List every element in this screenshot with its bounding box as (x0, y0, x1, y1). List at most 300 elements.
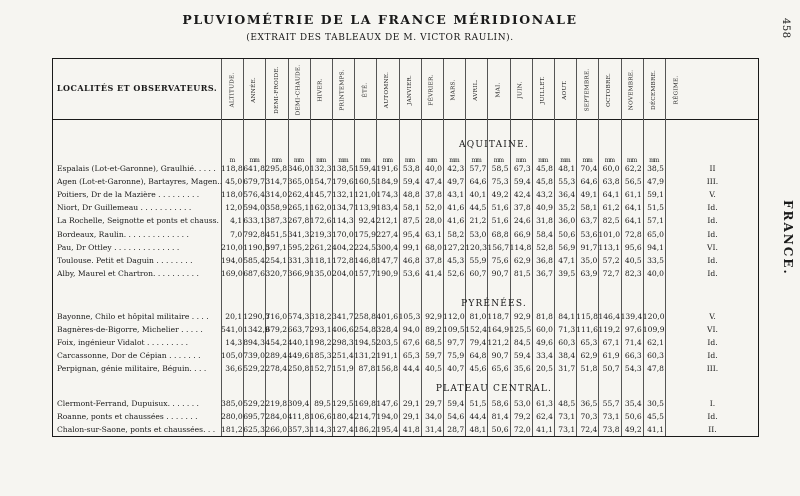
value-cell: 84,5 (513, 338, 531, 348)
value-cell: 262,4 (287, 190, 310, 200)
value-cell: 94,0 (402, 325, 420, 335)
value-cell: 64,1 (602, 190, 620, 200)
value-cell: 44,4 (402, 364, 420, 374)
value-cell: 289,4 (265, 351, 288, 361)
value-cell: 132,3 (309, 164, 332, 173)
value-cell: 37,8 (425, 255, 442, 265)
value-cell: 35,0 (580, 255, 598, 265)
value-cell: 60,7 (469, 268, 487, 278)
unit-mark: mm (316, 157, 326, 164)
value-cell: 45,8 (536, 164, 553, 173)
value-cell: 62,9 (580, 351, 598, 361)
value-cell: 71,4 (624, 338, 642, 348)
value-cell: 792,8 (243, 229, 265, 239)
value-cell: 219,3 (309, 229, 332, 239)
station-label: Pau, Dr Ottley . . . . . . . . . . . . . . (57, 242, 180, 252)
value-cell: 251,4 (332, 351, 354, 361)
value-cell: 72,7 (602, 268, 620, 278)
value-cell: 67,6 (402, 338, 420, 348)
value-cell: 132,1 (332, 190, 354, 200)
value-cell: 184,9 (376, 177, 399, 187)
table-row (53, 228, 760, 241)
value-cell: 48,1 (558, 164, 576, 173)
value-cell: 37,8 (425, 190, 442, 200)
value-cell: 119,2 (598, 325, 621, 335)
regime-cell: V. (709, 190, 716, 200)
table-row (53, 241, 760, 254)
value-cell: 70,4 (580, 164, 598, 173)
value-cell: 48,5 (558, 399, 576, 408)
value-cell: 82,5 (602, 216, 620, 226)
value-cell: 118,1 (309, 255, 332, 265)
value-cell: 181,2 (221, 425, 243, 435)
value-cell: 45,6 (469, 364, 487, 374)
value-cell: 58,5 (491, 164, 509, 173)
value-cell: 49,2 (624, 425, 642, 435)
value-cell: 45,0 (225, 177, 243, 187)
value-cell: 172,8 (332, 255, 354, 265)
value-cell: 127,4 (332, 425, 354, 435)
column-header: DEMI-CHAUDE. (295, 64, 302, 116)
value-cell: 574,3 (287, 312, 310, 321)
value-cell: 358,9 (265, 203, 288, 213)
value-cell: 212,1 (376, 216, 399, 226)
value-cell: 679,7 (243, 177, 265, 187)
value-cell: 169,0 (221, 268, 243, 278)
value-cell: 50,6 (624, 412, 642, 422)
value-cell: 66,9 (513, 229, 531, 239)
regime-cell: Id. (707, 412, 718, 422)
value-cell: 114,8 (509, 242, 532, 252)
value-cell: 58,2 (447, 229, 465, 239)
station-label: Poitiers, Dr de la Mazière . . . . . . . . . (57, 190, 200, 200)
station-label: Bayonne, Chilo et hôpital militaire . . . . (57, 312, 209, 321)
unit-mark: mm (382, 157, 393, 164)
station-label: Bagnères-de-Bigorre, Michelier . . . . . (57, 325, 203, 335)
value-cell: 210,0 (221, 242, 243, 252)
value-cell: 61,2 (602, 203, 620, 213)
value-cell: 258,8 (354, 312, 376, 321)
value-cell: 63,9 (580, 268, 598, 278)
value-cell: 45,3 (447, 255, 465, 265)
value-cell: 293,1 (309, 325, 332, 335)
value-cell: 41,1 (647, 425, 664, 435)
value-cell: 92,4 (358, 216, 376, 226)
value-cell: 641,8 (243, 164, 265, 173)
value-cell: 341,7 (332, 312, 354, 321)
column-header: JUILLET. (539, 76, 546, 104)
value-cell: 401,6 (376, 312, 399, 321)
value-cell: 51,6 (491, 203, 509, 213)
value-cell: 625,3 (243, 425, 265, 435)
value-cell: 54,3 (624, 364, 642, 374)
value-cell: 71,3 (558, 325, 576, 335)
value-cell: 595,2 (287, 242, 310, 252)
value-cell: 87,8 (358, 364, 376, 374)
value-cell: 41,4 (425, 268, 442, 278)
value-cell: 185,3 (309, 351, 332, 361)
column-header: FÉVRIER. (428, 74, 435, 106)
value-cell: 118,8 (221, 164, 243, 173)
value-cell: 59,4 (402, 177, 420, 187)
value-cell: 300,4 (376, 242, 399, 252)
column-header: DEMI-FROIDE. (273, 66, 280, 114)
unit-mark: mm (471, 157, 481, 164)
value-cell: 633,1 (243, 216, 265, 226)
value-cell: 198,2 (309, 338, 332, 348)
value-cell: 36,5 (580, 399, 598, 408)
value-cell: 50,6 (558, 229, 576, 239)
value-cell: 31,7 (558, 364, 576, 374)
value-cell: 50,7 (602, 364, 620, 374)
value-cell: 65,6 (491, 364, 509, 374)
value-cell: 43,1 (447, 190, 465, 200)
value-cell: 121,0 (354, 190, 376, 200)
unit-mark: mm (427, 157, 437, 164)
value-cell: 61,1 (624, 190, 642, 200)
value-cell: 152,7 (309, 364, 332, 374)
value-cell: 12,0 (225, 203, 243, 213)
value-cell: 55,7 (602, 399, 620, 408)
value-cell: 105,0 (221, 351, 243, 361)
value-cell: 254,1 (265, 255, 288, 265)
value-cell: 585,4 (243, 255, 265, 265)
value-cell: 56,9 (558, 242, 576, 252)
unit-mark: mm (271, 157, 282, 164)
value-cell: 42,3 (447, 164, 465, 173)
value-cell: 50,6 (491, 425, 509, 435)
value-cell: 106,6 (309, 412, 332, 422)
value-cell: 59,7 (425, 351, 442, 361)
value-cell: 266,0 (265, 425, 288, 435)
value-cell: 341,3 (287, 229, 310, 239)
value-cell: 114,3 (309, 425, 332, 435)
value-cell: 328,4 (376, 325, 399, 335)
unit-mark: mm (649, 157, 659, 164)
station-label: Alby, Maurel et Chartron. . . . . . . . . . (57, 268, 199, 278)
value-cell: 20,1 (225, 312, 243, 321)
value-cell: 44,5 (469, 203, 487, 213)
value-cell: 4,1 (230, 216, 243, 226)
regime-cell: Id. (707, 229, 718, 239)
value-cell: 84,1 (558, 312, 576, 321)
value-cell: 61,9 (602, 351, 620, 361)
station-label: Niort, Dr Guillemeau . . . . . . . . . . . (57, 203, 192, 213)
value-cell: 146,4 (598, 312, 621, 321)
value-cell: 40,1 (469, 190, 487, 200)
side-label: FRANCE. (781, 200, 795, 276)
value-cell: 172,6 (309, 216, 332, 226)
value-cell: 63,1 (425, 229, 442, 239)
value-cell: 41,8 (402, 425, 420, 435)
value-cell: 204,0 (332, 268, 354, 278)
value-cell: 309,4 (287, 399, 310, 408)
regime-cell: II. (708, 425, 717, 435)
value-cell: 65,0 (647, 229, 664, 239)
value-cell: 157,7 (354, 268, 376, 278)
table-row (53, 214, 760, 227)
value-cell: 190,9 (376, 268, 399, 278)
value-cell: 79,2 (513, 412, 531, 422)
station-label: La Rochelle, Seignotte et ponts et chauss. (57, 216, 219, 226)
value-cell: 36,8 (536, 255, 553, 265)
value-cell: 64,1 (624, 203, 642, 213)
column-header: MAI. (495, 82, 502, 98)
unit-mark: mm (515, 157, 526, 164)
unit-mark: mm (493, 157, 504, 164)
header-divider (53, 119, 758, 120)
value-cell: 314,0 (265, 190, 288, 200)
value-cell: 89,5 (314, 399, 331, 408)
station-label: Foix, ingénieur Vidalot . . . . . . . . . (57, 338, 189, 348)
value-cell: 147,7 (376, 255, 399, 265)
value-cell: 118,7 (487, 312, 510, 321)
value-cell: 127,2 (443, 242, 465, 252)
value-cell: 43,2 (536, 190, 553, 200)
value-cell: 57,7 (469, 164, 487, 173)
value-cell: 134,7 (332, 203, 354, 213)
value-cell: 1342,9 (243, 325, 270, 335)
value-cell: 60,3 (558, 338, 576, 348)
value-cell: 139,4 (620, 312, 643, 321)
table-row (53, 254, 760, 267)
value-cell: 75,3 (491, 177, 509, 187)
value-cell: 36,0 (558, 216, 576, 226)
value-cell: 62,9 (513, 255, 531, 265)
value-cell: 51,8 (580, 364, 598, 374)
column-header: RÉGIME. (673, 75, 679, 105)
value-cell: 72,8 (624, 229, 642, 239)
value-cell: 92,9 (513, 312, 531, 321)
value-cell: 33,5 (647, 255, 664, 265)
value-cell: 387,3 (265, 216, 288, 226)
value-cell: 41,1 (536, 425, 553, 435)
value-cell: 49,1 (580, 190, 598, 200)
value-cell: 169,8 (354, 399, 376, 408)
unit-mark: mm (582, 157, 592, 164)
value-cell: 47,9 (647, 177, 664, 187)
value-cell: 70,3 (580, 412, 598, 422)
value-cell: 594,0 (243, 203, 265, 213)
value-cell: 59,4 (513, 177, 531, 187)
value-cell: 716,0 (265, 312, 288, 321)
value-cell: 159,4 (354, 164, 376, 173)
value-cell: 151,9 (332, 364, 354, 374)
regime-cell: Id. (707, 338, 718, 348)
value-cell: 679,2 (265, 325, 288, 335)
value-cell: 41,6 (447, 203, 465, 213)
value-cell: 35,4 (624, 399, 642, 408)
regime-cell: Id. (707, 351, 718, 361)
table-row (53, 336, 760, 349)
value-cell: 59,4 (513, 351, 531, 361)
value-cell: 64,6 (580, 177, 598, 187)
value-cell: 79,4 (469, 338, 487, 348)
regime-cell: Id. (707, 203, 718, 213)
value-cell: 35,2 (558, 203, 576, 213)
value-cell: 40,0 (425, 164, 442, 173)
value-cell: 451,5 (265, 229, 288, 239)
value-cell: 147,6 (376, 399, 399, 408)
value-cell: 314,7 (265, 177, 288, 187)
value-cell: 267,8 (287, 216, 310, 226)
value-cell: 99,1 (402, 242, 420, 252)
value-cell: 118,0 (221, 190, 243, 200)
value-cell: 20,5 (536, 364, 553, 374)
value-cell: 894,3 (243, 338, 265, 348)
value-cell: 284,0 (265, 412, 288, 422)
value-cell: 68,0 (425, 242, 442, 252)
value-cell: 44,4 (469, 412, 487, 422)
value-cell: 663,7 (287, 325, 310, 335)
value-cell: 105,3 (398, 312, 421, 321)
unit-mark: mm (249, 157, 259, 164)
value-cell: 529,2 (243, 399, 265, 408)
value-cell: 135,0 (309, 268, 332, 278)
value-cell: 37,8 (513, 203, 531, 213)
value-cell: 40,7 (447, 364, 465, 374)
value-cell: 112,0 (443, 312, 465, 321)
value-cell: 49,7 (447, 177, 465, 187)
station-label: Chalon-sur-Saone, ponts et chaussées. . . (57, 425, 216, 435)
column-header: SEPTEMBRE. (584, 68, 591, 112)
value-cell: 81,8 (536, 312, 553, 321)
value-cell: 38,4 (558, 351, 576, 361)
value-cell: 59,4 (447, 399, 465, 408)
table-row (53, 188, 760, 201)
value-cell: 53,8 (402, 164, 420, 173)
column-header: ALTITUDE. (229, 72, 235, 108)
value-cell: 195,4 (376, 425, 399, 435)
table-row (53, 310, 760, 323)
value-cell: 164,9 (487, 325, 510, 335)
value-cell: 53,6 (580, 229, 598, 239)
table-row (53, 410, 760, 423)
value-cell: 21,2 (469, 216, 487, 226)
column-header: JUIN. (517, 81, 524, 99)
value-cell: 40,9 (536, 203, 553, 213)
column-header: AUTOMNE. (384, 71, 391, 109)
unit-mark: mm (360, 157, 370, 164)
value-cell: 385,0 (221, 399, 243, 408)
value-cell: 203,5 (376, 338, 399, 348)
value-cell: 224,5 (354, 242, 376, 252)
value-cell: 47,8 (647, 364, 664, 374)
value-cell: 179,6 (332, 177, 354, 187)
value-cell: 68,8 (491, 229, 509, 239)
regime-cell: VI. (707, 325, 718, 335)
value-cell: 59,1 (647, 190, 664, 200)
page-number: 458 (780, 18, 791, 39)
value-cell: 56,5 (624, 177, 642, 187)
value-cell: 1290,3 (243, 312, 270, 321)
value-cell: 65,3 (580, 338, 598, 348)
value-cell: 49,6 (536, 338, 553, 348)
value-cell: 64,6 (469, 177, 487, 187)
value-cell: 64,8 (469, 351, 487, 361)
value-cell: 39,5 (558, 268, 576, 278)
table-row (53, 423, 760, 436)
regime-cell: Id. (707, 255, 718, 265)
value-cell: 60,3 (647, 351, 664, 361)
value-cell: 7,0 (230, 229, 243, 239)
unit-mark: mm (538, 157, 548, 164)
value-cell: 695,7 (243, 412, 265, 422)
station-label: Perpignan, génie militaire, Béguin. . . . (57, 364, 207, 374)
value-cell: 36,7 (536, 268, 553, 278)
value-cell: 115,8 (576, 312, 598, 321)
value-cell: 73,1 (558, 425, 576, 435)
value-cell: 60,0 (602, 164, 620, 173)
value-cell: 58,1 (580, 203, 598, 213)
column-header: NOVEMBRE. (628, 69, 635, 111)
value-cell: 111,6 (576, 325, 598, 335)
value-cell: 97,6 (624, 325, 642, 335)
station-label: Agen (Lot-et-Garonne), Bartayres, Magen.. (57, 177, 222, 187)
value-cell: 160,5 (354, 177, 376, 187)
value-cell: 73,1 (558, 412, 576, 422)
column-header: PRINTEMPS. (340, 69, 347, 111)
unit-mark: mm (293, 157, 304, 164)
value-cell: 64,1 (624, 216, 642, 226)
value-cell: 95,4 (402, 229, 420, 239)
regime-cell: V. (709, 312, 716, 321)
value-cell: 162,0 (309, 203, 332, 213)
value-cell: 65,3 (402, 351, 420, 361)
value-cell: 73,1 (602, 412, 620, 422)
value-cell: 454,2 (265, 338, 288, 348)
value-cell: 298,3 (332, 338, 354, 348)
value-cell: 138,5 (332, 164, 354, 173)
value-cell: 346,0 (287, 164, 310, 173)
section-title: PYRÉNÉES. (461, 299, 527, 309)
station-label: Toulouse. Petit et Daguin . . . . . . . . (57, 255, 193, 265)
value-cell: 40,0 (647, 268, 664, 278)
value-cell: 48,8 (402, 190, 420, 200)
value-cell: 156,7 (487, 242, 510, 252)
value-cell: 1190,3 (243, 242, 270, 252)
value-cell: 36,4 (558, 190, 576, 200)
value-cell: 53,0 (513, 399, 531, 408)
value-cell: 47,4 (425, 177, 442, 187)
station-label: Carcassonne, Dor de Cépian . . . . . . . (57, 351, 201, 361)
value-cell: 194,0 (221, 255, 243, 265)
section-title: PLATEAU CENTRAL. (435, 384, 553, 394)
column-header: JANVIER. (406, 74, 413, 106)
value-cell: 72,0 (513, 425, 531, 435)
value-cell: 529,2 (243, 364, 265, 374)
value-cell: 41,6 (447, 216, 465, 226)
value-cell: 541,0 (221, 325, 243, 335)
value-cell: 62,2 (624, 164, 642, 173)
value-cell: 68,5 (425, 338, 442, 348)
value-cell: 29,1 (402, 412, 420, 422)
value-cell: 82,3 (624, 268, 642, 278)
value-cell: 254,8 (354, 325, 376, 335)
unit-mark: mm (449, 157, 459, 164)
unit-mark: mm (560, 157, 570, 164)
value-cell: 576,4 (243, 190, 265, 200)
value-cell: 61,3 (536, 399, 553, 408)
value-cell: 29,1 (402, 399, 420, 408)
value-cell: 174,3 (376, 190, 399, 200)
value-cell: 109,5 (443, 325, 465, 335)
regime-cell: III. (706, 177, 719, 187)
value-cell: 75,6 (491, 255, 509, 265)
column-header: ANNÉE. (251, 77, 258, 103)
value-cell: 109,9 (642, 325, 665, 335)
header-localites: LOCALITÉS ET OBSERVATEURS. (56, 83, 218, 93)
